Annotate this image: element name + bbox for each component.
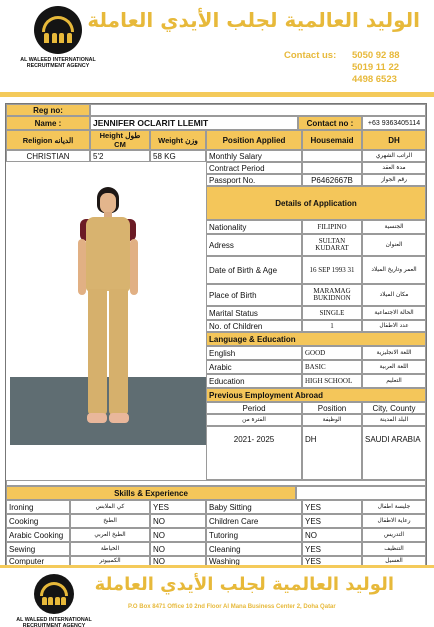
phone-number: 5050 92 88	[352, 50, 400, 61]
reg-value	[90, 104, 426, 116]
english-arabic: اللغة الانجليزية	[362, 346, 426, 360]
weight-label: Weight وزن	[150, 130, 206, 150]
skill-cleaning-label: Cleaning	[206, 542, 302, 556]
english-value: GOOD	[302, 346, 362, 360]
skill-cooking-label: Cooking	[6, 514, 70, 528]
salary-value	[302, 150, 362, 162]
employment-period: 2021- 2025	[206, 426, 302, 480]
religion-value: CHRISTIAN	[6, 150, 90, 162]
footer-logo	[4, 574, 104, 627]
address-value: SULTAN KUDARAT	[302, 234, 362, 256]
children-value: 1	[302, 320, 362, 332]
skill-childcare-ar: رعاية الاطفال	[362, 514, 426, 528]
arabic-arabic: اللغة العربية	[362, 360, 426, 374]
contract-value	[302, 162, 362, 174]
skill-arabic-cooking-label: Arabic Cooking	[6, 528, 70, 542]
education-label: Education	[206, 374, 302, 388]
name-label: Name :	[6, 116, 90, 130]
marital-label: Marital Status	[206, 306, 302, 320]
logo-emblem-icon	[34, 574, 74, 614]
dob-arabic: العمر وتاريخ الميلاد	[362, 256, 426, 284]
address-label: Adress	[206, 234, 302, 256]
children-label: No. of Children	[206, 320, 302, 332]
skill-childcare-label: Children Care	[206, 514, 302, 528]
passport-label: Passport No.	[206, 174, 302, 186]
weight-value: 58 KG	[150, 150, 206, 162]
skill-cooking-value: NO	[150, 514, 206, 528]
skill-computer-ar: الكمبيوتر	[70, 556, 150, 566]
contact-no-value: +63 9363405114	[362, 116, 426, 130]
english-label: English	[206, 346, 302, 360]
skill-sewing-value: NO	[150, 542, 206, 556]
skill-cleaning-ar: التنظيف	[362, 542, 426, 556]
skill-washing-value: YES	[302, 556, 362, 566]
position-label: Position Applied	[206, 130, 302, 150]
marital-arabic: الحالة الاجتماعية	[362, 306, 426, 320]
logo-text: AL WALEED INTERNATIONAL RECRUITMENT AGENCY	[20, 57, 96, 69]
skills-title: Skills & Experience	[6, 486, 296, 500]
position-value: Housemaid	[302, 130, 362, 150]
phone-number: 4498 6523	[352, 74, 397, 85]
phone-list	[352, 50, 400, 86]
dob-value: 16 SEP 1993 31	[302, 256, 362, 284]
arabic-value: BASIC	[302, 360, 362, 374]
skill-ironing-label: Ironing	[6, 500, 70, 514]
nationality-value: FILIPINO	[302, 220, 362, 234]
education-arabic: التعليم	[362, 374, 426, 388]
contact-no-label: Contact no :	[298, 116, 362, 130]
employment-header-city: City, County	[362, 402, 426, 414]
skill-computer-label: Computer	[6, 556, 70, 566]
address-arabic: العنوان	[362, 234, 426, 256]
religion-label: Religion الديانه	[6, 130, 90, 150]
footer-address: P.O Box 8471 Office 10 2nd Floor Al Mana Business Center 2, Doha Qatar	[128, 604, 336, 610]
nationality-label: Nationality	[206, 220, 302, 234]
skill-sewing-label: Sewing	[6, 542, 70, 556]
pob-arabic: مكان الميلاد	[362, 284, 426, 306]
marital-value: SINGLE	[302, 306, 362, 320]
children-arabic: عدد الاطفال	[362, 320, 426, 332]
employment-city: SAUDI ARABIA	[362, 426, 426, 480]
pob-value: MARAMAG BUKIDNON	[302, 284, 362, 306]
passport-value: P6462667B	[302, 174, 362, 186]
skills-title-blank	[296, 486, 426, 500]
nationality-arabic: الجنسية	[362, 220, 426, 234]
contact-label: Contact us:	[284, 50, 337, 61]
employment-header-period: Period	[206, 402, 302, 414]
skill-babysitting-ar: جليسة اطفال	[362, 500, 426, 514]
skill-cleaning-value: YES	[302, 542, 362, 556]
skill-tutoring-label: Tutoring	[206, 528, 302, 542]
dob-label: Date of Birth & Age	[206, 256, 302, 284]
skill-arabic-cooking-ar: الطبخ العربي	[70, 528, 150, 542]
skill-sewing-ar: الخياطة	[70, 542, 150, 556]
arabic-label: Arabic	[206, 360, 302, 374]
person-figure	[72, 187, 144, 443]
applicant-photo	[10, 169, 206, 445]
footer-logo-text: AL WALEED INTERNATIONAL RECRUITMENT AGENCY	[16, 617, 92, 627]
height-value: 5'2	[90, 150, 150, 162]
agency-arabic-name: الوليد العالمية لجلب الأيدي العاملة	[87, 8, 420, 32]
height-label: Height طول CM	[90, 130, 150, 150]
skill-ironing-ar: كي الملابس	[70, 500, 150, 514]
skill-washing-label: Washing	[206, 556, 302, 566]
contract-arabic: مدة العقد	[362, 162, 426, 174]
language-title: Language & Education	[206, 332, 426, 346]
footer	[0, 568, 434, 627]
employment-header-position-ar: الوظيفة	[302, 414, 362, 426]
footer-arabic-name: الوليد العالمية لجلب الأيدي العاملة	[94, 574, 394, 595]
salary-arabic: الراتب الشهري	[362, 150, 426, 162]
skill-ironing-value: YES	[150, 500, 206, 514]
skill-arabic-cooking-value: NO	[150, 528, 206, 542]
skill-washing-ar: الغسيل	[362, 556, 426, 566]
passport-arabic: رقم الجواز	[362, 174, 426, 186]
skill-tutoring-value: NO	[302, 528, 362, 542]
header-divider	[0, 92, 434, 97]
contract-label: Contract Period	[206, 162, 302, 174]
education-value: HIGH SCHOOL	[302, 374, 362, 388]
skill-cooking-ar: الطبخ	[70, 514, 150, 528]
skill-babysitting-value: YES	[302, 500, 362, 514]
position-code: DH	[362, 130, 426, 150]
skill-tutoring-ar: التدريس	[362, 528, 426, 542]
logo-emblem-icon	[34, 6, 82, 54]
name-value: JENNIFER OCLARIT LLEMIT	[90, 116, 298, 130]
cv-sheet	[5, 103, 427, 566]
pob-label: Place of Birth	[206, 284, 302, 306]
employment-header-position: Position	[302, 402, 362, 414]
application-title: Details of Application	[206, 186, 426, 220]
letterhead	[0, 0, 434, 98]
reg-label: Reg no:	[6, 104, 90, 116]
phone-number: 5019 11 22	[352, 62, 400, 73]
skill-childcare-value: YES	[302, 514, 362, 528]
skill-babysitting-label: Baby Sitting	[206, 500, 302, 514]
employment-header-city-ar: البلد المدينة	[362, 414, 426, 426]
employment-title: Previous Employment Abroad	[206, 388, 426, 402]
employment-header-period-ar: الفترة من	[206, 414, 302, 426]
skill-computer-value: NO	[150, 556, 206, 566]
salary-label: Monthly Salary	[206, 150, 302, 162]
employment-position: DH	[302, 426, 362, 480]
